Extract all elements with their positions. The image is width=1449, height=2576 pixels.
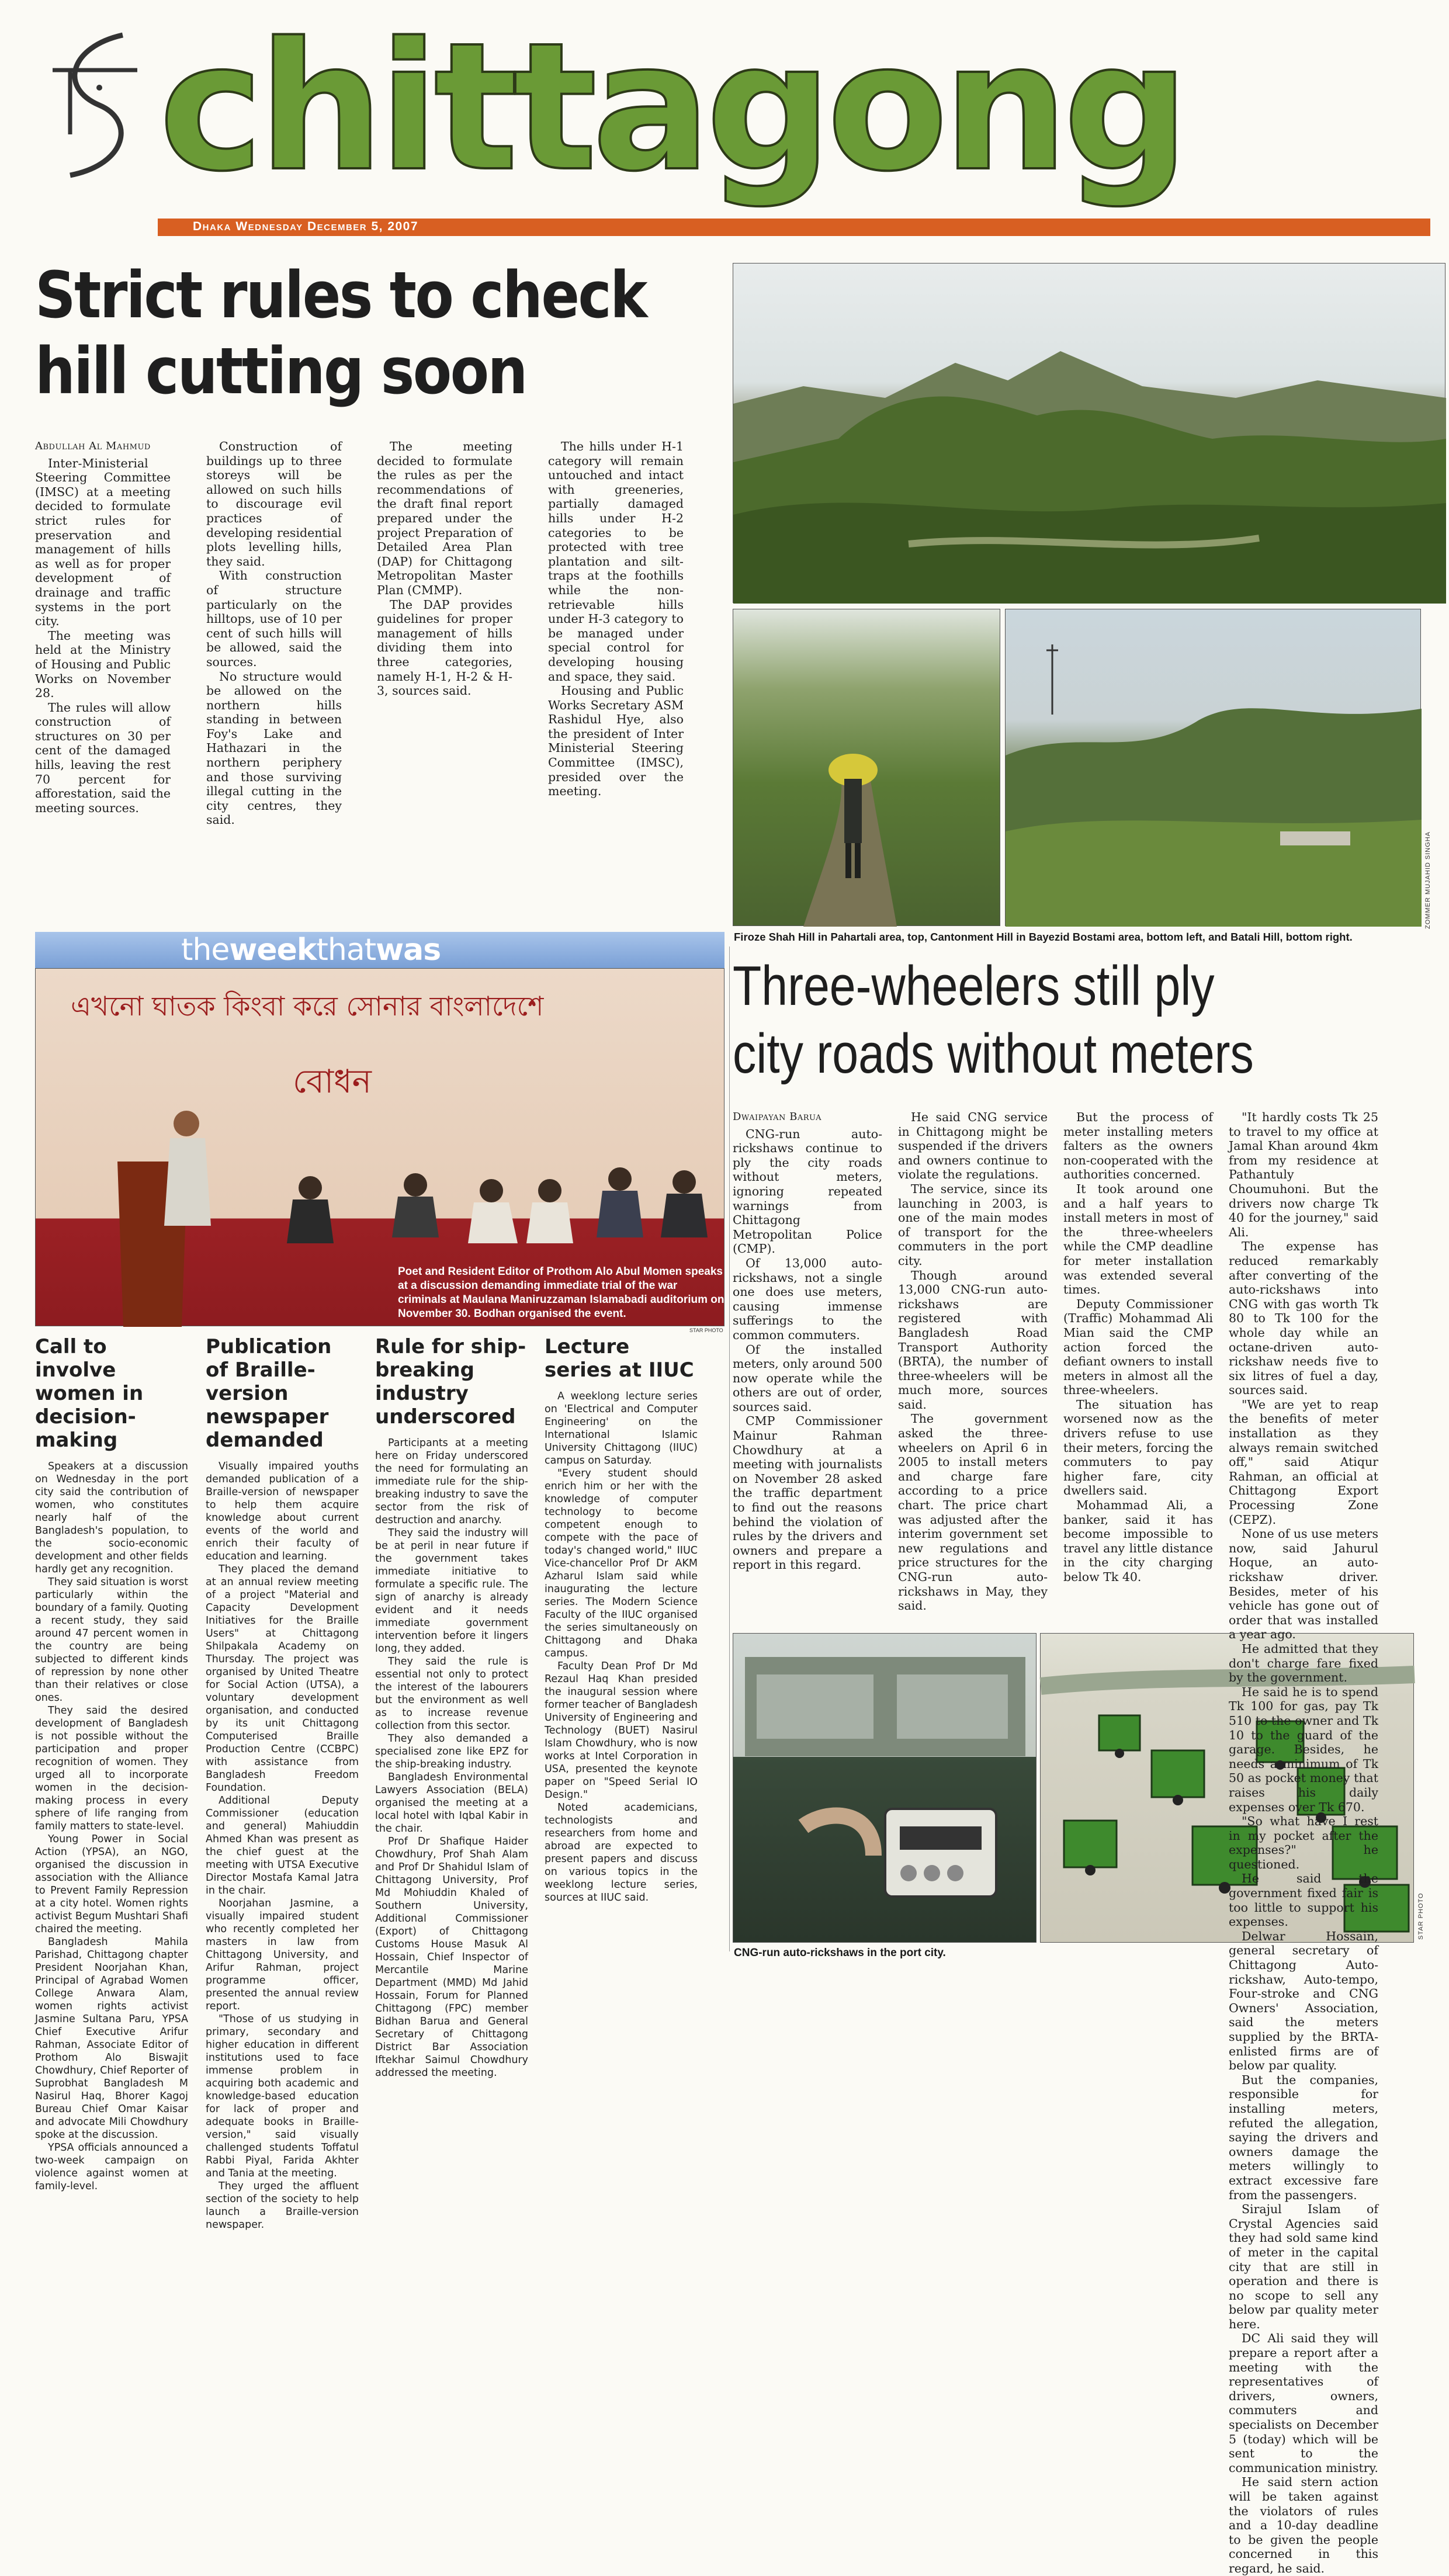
- week-item-paragraph: They urged the affluent section of the society to help launch a Braille-version newspaper.: [206, 2180, 359, 2231]
- story2-column: [1229, 1110, 1378, 2575]
- week-item-paragraph: Noorjahan Jasmine, a visually impaired student who recently completed her masters in law from Chittagong University, and Arifur Rahman, project programme officer, presented the annual review report.: [206, 1898, 359, 2012]
- meter-photo: [733, 1633, 1037, 1943]
- week-item-paragraph: They said the rule is essential not only to protect the interest of the labourers but the environment as well as to increase revenue collection from this sector.: [375, 1656, 528, 1732]
- week-item-paragraph: YPSA officials announced a two-week campaign on violence against women at family-level.: [35, 2142, 188, 2192]
- week-item-column: [545, 1335, 698, 1949]
- column-rule: [729, 947, 730, 1951]
- story1-paragraph: The hills under H-1 category will remain untouched and intact with greeneries, partially damaged hills under H-2 categories to be protected with tree plantation and silt-traps at the foothills while the non-retrievable hills under H-3 category to be managed under special control for developing housing and space, they said.: [548, 439, 684, 684]
- story2-paragraph: The situation has worsened now as the drivers refuse to use their meters, forcing the commuters to pay higher fare, city dwellers said.: [1063, 1397, 1213, 1498]
- story2-paragraph: But the process of meter installing meters falters as the owners non-cooperated with the authorities concerned.: [1063, 1110, 1213, 1182]
- story2-column: [733, 1110, 882, 1624]
- story1-headline-line1: Strict rules to check: [35, 258, 646, 332]
- week-item-heading: Rule for ship-breaking industry underscored: [375, 1335, 526, 1429]
- story2-headline-line1: Three-wheelers still ply: [733, 955, 1215, 1017]
- story1-headline-line2: hill cutting soon: [35, 334, 526, 408]
- week-item-paragraph: Speakers at a discussion on Wednesday in the port city said the contribution of women, who constitutes nearly half of the Bangladesh's population, to the socio-economic development and other fields hardly get any recognition.: [35, 1461, 188, 1575]
- story1-paragraph: Inter-Ministerial Steering Committee (IMSC) at a meeting decided to formulate strict rules for preservation and management of hills as well as for proper development of drainage and traffic systems in the port city.: [35, 456, 171, 629]
- week-item-paragraph: Young Power in Social Action (YPSA), an NGO, organised the discussion in association with the Alliance to Prevent Family Repression at a city hotel. Women rights activist Begum Mushtari Shafi chaired the meeting.: [35, 1833, 188, 1935]
- story2-photo-credit: STAR PHOTO: [1417, 1892, 1424, 1940]
- bengali-sub: বোধন: [293, 1063, 372, 1101]
- week-item-paragraph: They said the industry will be at peril in near future if the government takes immediate initiative to formulate a specific rule. The sign of anarchy is already evident and it needs immediate government intervention before it lingers long, they added.: [375, 1527, 528, 1655]
- week-item-paragraph: They also demanded a specialised zone like EPZ for the ship-breaking industry.: [375, 1733, 528, 1770]
- week-banner-week: week: [229, 932, 317, 968]
- story2-paragraph: But the companies, responsible for installing meters, refuted the allegation, saying the drivers and owners damage the meters willingly to extract excessive fare from the passengers.: [1229, 2072, 1378, 2202]
- week-item-heading: Lecture series at IIUC: [545, 1335, 694, 1382]
- story2-paragraph: The government asked the three-wheelers on April 6 in 2005 to install meters and charge fare according to a price chart. The price chart was adjusted after the interim government set new regulations and price structures for the CNG-run auto-rickshaws in May, they said.: [898, 1412, 1048, 1613]
- story1-paragraph: The meeting decided to formulate the rules as per the recommendations of the draft final report prepared under the project Preparation of Detailed Area Plan (DAP) for Chittagong Metropolitan Master Plan (CMMP).: [377, 439, 512, 597]
- dateline: Dhaka Wednesday December 5, 2007: [193, 220, 419, 233]
- story2-photo-caption: CNG-run auto-rickshaws in the port city.: [734, 1947, 946, 1959]
- week-banner-that: that: [316, 932, 376, 968]
- week-item-paragraph: They said the desired development of Bangladesh is not possible without the participation and proper recognition of women. They urged all to incorporate women in the decision-making process in every sphere of life ranging from family matters to state-level.: [35, 1705, 188, 1832]
- batali-hill-photo: [1005, 609, 1421, 926]
- story2-paragraph: "We are yet to reap the benefits of meter installation as they always remain switched off," said Atiqur Rahman, an official at Chittagong Export Processing Zone (CEPZ).: [1229, 1397, 1378, 1527]
- story1-paragraph: With construction of structure particularly on the hilltops, use of 10 per cent of such hills will be allowed, said the sources.: [206, 568, 342, 669]
- cantonment-hill-photo: [733, 609, 1000, 926]
- week-item-heading: Call to involve women in decision-making: [35, 1335, 144, 1452]
- story1-paragraph: The meeting was held at the Ministry of Housing and Public Works on November 28.: [35, 628, 171, 701]
- story1-photo-caption: Firoze Shah Hill in Pahartali area, top, Cantonment Hill in Bayezid Bostami area, bottom left, and Batali Hill, bottom right.: [734, 931, 1353, 943]
- week-item-column: [206, 1335, 359, 2231]
- story1-paragraph: The rules will allow construction of structures on 30 per cent of the damaged hills, leaving the rest 70 percent for afforestation, said the meeting sources.: [35, 700, 171, 815]
- week-item-paragraph: Visually impaired youths demanded publication of a Braille-version of newspaper to help them acquire knowledge about current events of the world and enrich their faculty of education and learning.: [206, 1461, 359, 1562]
- story2-paragraph: "It hardly costs Tk 25 to travel to my office at Jamal Khan around 4km from my residence at Pathantuly Choumuhoni. But the drivers now charge Tk 40 for the journey," said Ali.: [1229, 1110, 1378, 1239]
- story1-paragraph: [719, 439, 720, 440]
- week-item-paragraph: Bangladesh Mahila Parishad, Chittagong chapter President Noorjahan Khan, Principal of Agrabad Women College Anwara Alam, women rights activist Jasmine Sultana Paru, YPSA Chief Executive Arifur Rahman, Associate Editor of Prothom Alo Biswajit Chowdhury, Chief Reporter of Suprobhat Bangladesh M Nasirul Haq, Bhorer Kagoj Bureau Chief Omar Kaisar and advocate Mili Chowdhury spoke at the discussion.: [35, 1936, 188, 2141]
- week-item-column: [35, 1335, 188, 2192]
- week-item-paragraph: Participants at a meeting here on Friday underscored the need for formulating an immediate rule for the ship-breaking industry to save the sector from the risk of destruction and anarchy.: [375, 1437, 528, 1526]
- week-item-paragraph: Bangladesh Environmental Lawyers Association (BELA) organised the meeting at a local hotel with Iqbal Kabir in the chair.: [375, 1771, 528, 1835]
- story2-column: [1063, 1110, 1213, 1624]
- story1-column: [377, 439, 512, 895]
- story2-paragraph: CMP Commissioner Mainur Rahman Chowdhury at a meeting with journalists on November 28 asked the traffic department to find out the reasons behind the violation of rules by the drivers and owners and prepare a report in this regard.: [733, 1414, 882, 1572]
- story2-column: [898, 1110, 1048, 1624]
- week-item-paragraph: "Every student should enrich him or her with the knowledge of computer technology to become competent enough to compete with the pace of today's changed world," IIUC Vice-chancellor Prof Dr AKM Azharul Islam said while inaugurating the lecture series. The Modern Science Faculty of the IIUC organised the series simultaneously on Chittagong and Dhaka campus.: [545, 1468, 698, 1659]
- firoze-shah-hill-photo: [733, 263, 1445, 603]
- week-item-column: [375, 1335, 528, 2079]
- week-banner: [35, 932, 724, 968]
- story1-photo-credit: ZOMMER MUJAHID SINGHA: [1424, 831, 1431, 929]
- story1-paragraph: Housing and Public Works Secretary ASM Rashidul Hye, also the president of Inter Ministerial Steering Committee (IMSC), presided over the meeting.: [548, 684, 684, 799]
- story2-paragraph: Delwar Hossain, general secretary of Chittagong Auto-rickshaw, Auto-tempo, Four-stroke and CNG Owners' Association, said the meters supplied by the BRTA-enlisted firms are of below par quality.: [1229, 1929, 1378, 2073]
- week-banner-was: was: [376, 932, 441, 968]
- week-item-paragraph: They placed the demand at an annual review meeting of a project "Material and Capacity Development Initiatives for the Braille Users" at Chittagong Shilpakala Academy on Thursday. The project was organised by United Theatre for Social Action (UTSA), a voluntary development organisation, and conducted by its unit Chittagong Computerised Braille Production Centre (CCBPC) with assistance from Bangladesh Freedom Foundation.: [206, 1563, 359, 1794]
- dateline-bar: [158, 219, 1430, 236]
- week-item-paragraph: Additional Deputy Commissioner (education and general) Mahiuddin Ahmed Khan was present as the chief guest at the meeting with UTSA Executive Director Mostafa Kamal Jatra in the chair.: [206, 1795, 359, 1897]
- story2-paragraph: Deputy Commissioner (Traffic) Mohammad Ali Mian said the CMP action forced the defiant owners to install meters in almost all the three-wheelers.: [1063, 1296, 1213, 1398]
- story2-headline-line2: city roads without meters: [733, 1022, 1254, 1085]
- story2-paragraph: He said CNG service in Chittagong might be suspended if the drivers and owners continue to violate the regulations.: [898, 1110, 1048, 1182]
- story1-column: [35, 439, 171, 895]
- story2-paragraph: Mohammad Ali, a banker, said it has become impossible to travel any little distance in the city charging below Tk 40.: [1063, 1498, 1213, 1584]
- story2-paragraph: None of us use meters now, said Jahurul Hoque, an auto-rickshaw driver. Besides, meter of his vehicle has gone out of order that was installed a year ago.: [1229, 1527, 1378, 1642]
- story2-byline: Dwaipayan Barua: [733, 1111, 821, 1123]
- week-photo: [35, 968, 724, 1326]
- bengali-banner: এখনো ঘাতক কিংবা করে সোনার বাংলাদেশে: [71, 990, 544, 1022]
- story2-paragraph: He said he is to spend Tk 100 for gas, pay Tk 510 to the owner and Tk 10 to the guard of the garage. Besides, he needs a minimum of Tk 50 as pocket money that raises his daily expenses over Tk 670.: [1229, 1684, 1378, 1814]
- week-item-paragraph: A weeklong lecture series on 'Electrical and Computer Engineering' on the International Islamic University Chittagong (IIUC) campus on Saturday.: [545, 1391, 698, 1466]
- story2-paragraph: Though around 13,000 CNG-run auto-rickshaws are registered with Bangladesh Road Transport Authority (BRTA), the number of three-wheelers will be much more, sources said.: [898, 1268, 1048, 1412]
- star-logo: [35, 23, 152, 234]
- week-photo-credit: STAR PHOTO: [689, 1327, 723, 1333]
- week-item-paragraph: Prof Dr Shafique Haider Chowdhury, Prof Shah Alam and Prof Dr Shahidul Islam of Chittagong University, Prof Md Mohiuddin Khaled of Southern University, Additional Commissioner (Export) of Chittagong Customs House Masuk Al Hossain, Chief Inspector of Mercantile Marine Department (MMD) Md Jahid Hossain, Forum for Planned Chittagong (FPC) member Bidhan Barua and General Secretary of Chittagong District Bar Association Iftekhar Saimul Chowdhury addressed the meeting.: [375, 1836, 528, 2079]
- week-item-paragraph: "Those of us studying in primary, secondary and higher education in different institutions used to face immense problem in acquiring both academic and knowledge-based education for lack of proper and adequate books in Braille-version," said visually challenged students Toffatul Rabbi Piyal, Farida Akhter and Tania at the meeting.: [206, 2013, 359, 2179]
- story2-paragraph: DC Ali said they will prepare a report after a meeting with the representatives of drivers, owners, commuters and specialists on December 5 (today) which will be sent to the communication ministry.: [1229, 2331, 1378, 2475]
- story2-paragraph: He said stern action will be taken against the violators of rules and a 10-day deadline to be given the people concerned in this regard, he said.: [1229, 2475, 1378, 2575]
- story2-paragraph: "So what have I rest in my pocket after the expenses?" he questioned.: [1229, 1814, 1378, 1871]
- story1-paragraph: Construction of buildings up to three storeys will be allowed on such hills to discourage evil practices of developing residential plots levelling hills, they said.: [206, 439, 342, 568]
- story2-headline: [733, 952, 1445, 1088]
- week-item-paragraph: They said situation is worst particularly within the boundary of a family. Quoting a recent study, they said around 47 percent women in the country are being subjected to different kinds of repression by none other than their relatives or close ones.: [35, 1576, 188, 1704]
- story2-paragraph: Sirajul Islam of Crystal Agencies said they had sold same kind of meter in the capital city that are still in operation and there is no scope to sell any below par quality meter here.: [1229, 2202, 1378, 2331]
- story2-paragraph: He said the government fixed fair is too little to support his expenses.: [1229, 1871, 1378, 1929]
- story2-paragraph: It took around one and a half years to install meters in most of the three-wheelers while the CMP deadline for meter installation was extended several times.: [1063, 1181, 1213, 1297]
- story2-paragraph: The service, since its launching in 2003, is one of the main modes of transport for the commuters in the port city.: [898, 1181, 1048, 1268]
- story1-headline: [35, 257, 724, 409]
- story1-column: [548, 439, 684, 895]
- story1-column: [206, 439, 342, 895]
- story2-paragraph: The expense has reduced remarkably after converting of the auto-rickshaws into CNG with gas worth Tk 80 to Tk 100 for the whole day while an octane-driven auto-rickshaw needs five to six litres of fuel a day, sources said.: [1229, 1239, 1378, 1398]
- story1-byline: Abdullah Al Mahmud: [35, 440, 151, 452]
- story1-column: [719, 439, 720, 440]
- story1-paragraph: The DAP provides guidelines for proper management of hills dividing them into three categories, namely H-1, H-2 & H-3, sources said.: [377, 597, 512, 698]
- story2-paragraph: Of the installed meters, only around 500 now operate while the others are out of order, sources said.: [733, 1342, 882, 1414]
- masthead: [35, 5, 1449, 251]
- story2-paragraph: CNG-run auto-rickshaws continue to ply the city roads without meters, ignoring repeated warnings from Chittagong Metropolitan Police (CMP).: [733, 1126, 882, 1256]
- week-item-paragraph: Noted academicians, technologists and researchers from home and abroad are expected to present papers and discuss on various topics in the weeklong lecture series, sources at IIUC said.: [545, 1802, 698, 1904]
- week-item-heading: Publication of Braille-version newspaper demanded: [206, 1335, 332, 1452]
- story1-paragraph: No structure would be allowed on the northern hills standing in between Foy's Lake and Hathazari in the northern periphery and those surviving illegal cutting in the city centres, they said.: [206, 669, 342, 827]
- week-banner-the: the: [181, 932, 230, 968]
- story2-paragraph: Of 13,000 auto-rickshaws, not a single one does use meters, causing immense sufferings to the common commuters.: [733, 1256, 882, 1342]
- story2-paragraph: He admitted that they don't charge fare fixed by the government.: [1229, 1641, 1378, 1685]
- week-photo-caption: Poet and Resident Editor of Prothom Alo Abul Momen speaks at a discussion demanding immediate trial of the war criminals at Maulana Maniruzzaman Islamabadi auditorium on November 30. Bodhan organised the event.: [398, 1266, 724, 1320]
- masthead-title: chittagong: [159, 5, 1184, 210]
- week-item-paragraph: Faculty Dean Prof Dr Md Rezaul Haq Khan presided the inaugural session where former teacher of Bangladesh University of Engineering and Technology (BUET) Nasirul Islam Chowdhury, who is now works at Intel Corporation in USA, presented the keynote paper on "Speed Serial IO Design.": [545, 1660, 698, 1801]
